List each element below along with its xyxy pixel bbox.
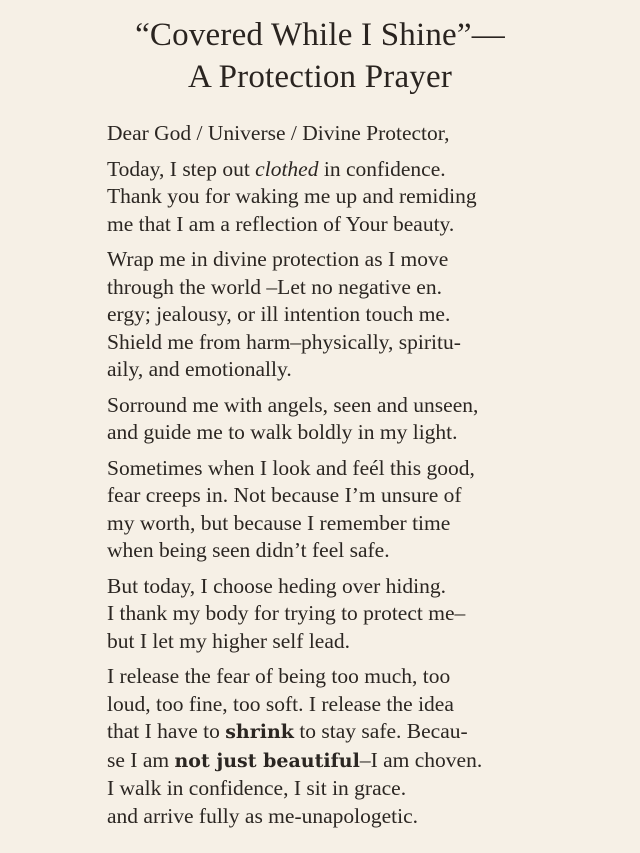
prayer-line xyxy=(107,718,600,747)
prayer-line: Shield me from harm–physically, spiritu- xyxy=(107,329,461,354)
bold-text: shrink xyxy=(225,721,294,743)
page-title xyxy=(0,14,640,98)
line-text: in confidence. xyxy=(318,156,446,181)
prayer-line: Sorround me with angels, seen and unseen, xyxy=(107,392,479,417)
prayer-line: but I let my higher self lead. xyxy=(107,628,350,653)
prayer-paragraph xyxy=(107,663,600,830)
prayer-line: I walk in confidence, I sit in grace. xyxy=(107,776,407,800)
prayer-paragraph xyxy=(107,573,600,656)
prayer-line: Wrap me in divine protection as I move xyxy=(107,247,449,271)
prayer-line: I release the fear of being too much, too xyxy=(107,664,451,688)
prayer-line: Thank you for waking me up and remiding xyxy=(107,184,477,208)
salutation: Dear God / Universe / Divine Protector, xyxy=(107,121,450,145)
prayer-paragraph xyxy=(107,156,600,239)
title-line-1: “Covered While I Shine”— xyxy=(135,17,505,53)
prayer-body xyxy=(0,120,640,830)
prayer-line: through the world –Let no negative en. xyxy=(107,274,442,299)
line-text: se I am xyxy=(107,747,175,772)
prayer-line xyxy=(107,747,600,776)
emphasis-text: clothed xyxy=(255,156,319,181)
prayer-line: Sometimes when I look and feél this good, xyxy=(107,455,475,480)
title-line-2: A Protection Prayer xyxy=(187,59,453,95)
line-text: that I have to xyxy=(107,719,226,743)
prayer-line: and guide me to walk boldly in my light. xyxy=(107,420,458,444)
bold-text: not just beautiful xyxy=(174,749,360,772)
prayer-line: But today, I choose heding over hiding. xyxy=(107,573,446,598)
prayer-line: and arrive fully as me-unapologetic. xyxy=(107,803,419,828)
line-text: Today, I step out xyxy=(107,156,256,181)
prayer-line: me that I am a reflection of Your beauty. xyxy=(107,211,455,236)
line-text: –I am choven. xyxy=(359,747,483,772)
prayer-line: loud, too fine, too soft. I release the idea xyxy=(107,691,454,716)
line-text: to stay safe. Becau- xyxy=(293,719,468,743)
prayer-line: when being seen didn’t feel safe. xyxy=(107,538,390,562)
prayer-paragraph xyxy=(107,455,600,565)
prayer-line: fear creeps in. Not because I’m unsure of xyxy=(107,483,462,507)
prayer-line: ergy; jealousy, or ill intention touch me. xyxy=(107,302,451,326)
prayer-paragraphs xyxy=(107,156,600,831)
prayer-line: aily, and emotionally. xyxy=(107,357,292,381)
prayer-line: I thank my body for trying to protect me– xyxy=(107,601,466,625)
prayer-line xyxy=(107,156,600,184)
prayer-paragraph xyxy=(107,246,600,384)
prayer-line: my worth, but because I remember time xyxy=(107,510,451,535)
prayer-paragraph xyxy=(107,392,600,447)
